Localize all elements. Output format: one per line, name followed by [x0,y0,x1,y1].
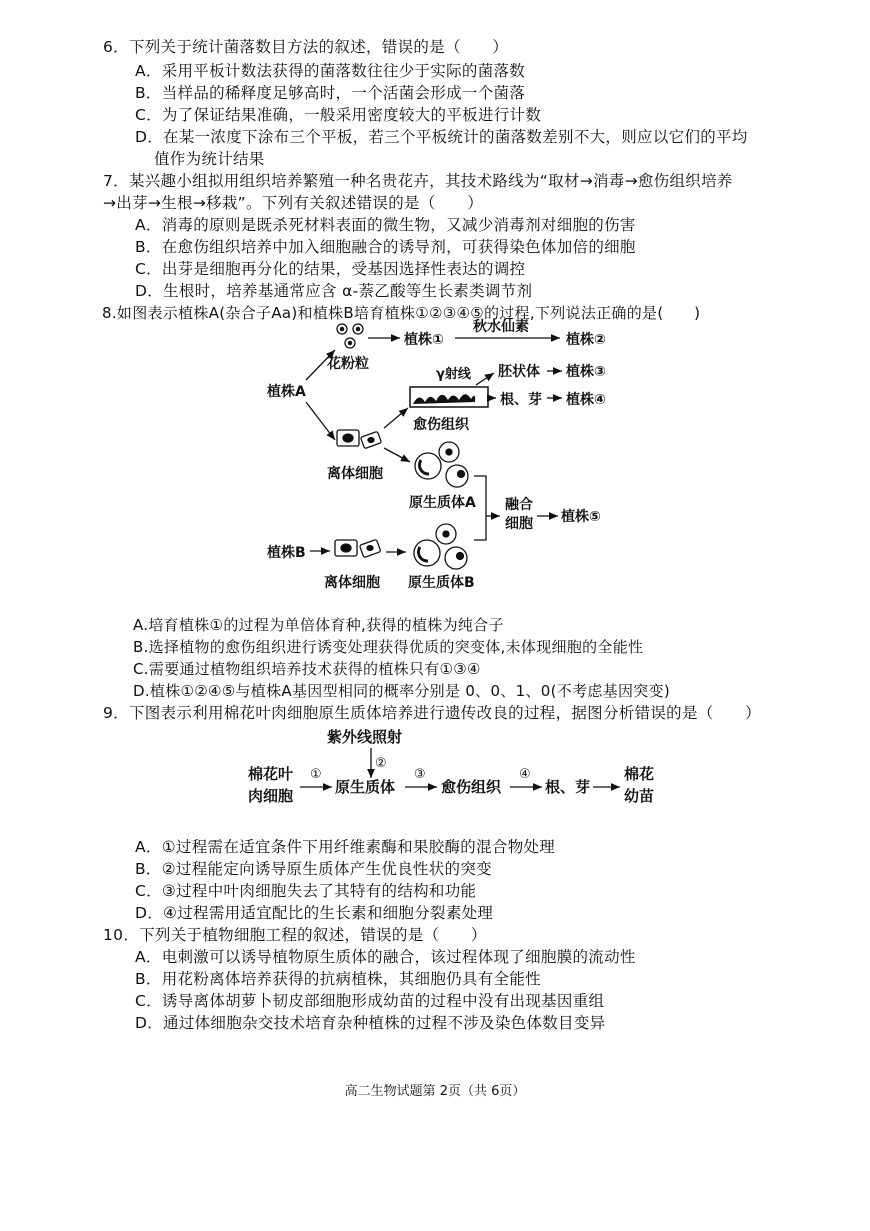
q8-option-a: A.培育植株①的过程为单倍体育种,获得的植株为纯合子 [133,616,504,634]
q6-stem: 6．下列关于统计菌落数目方法的叙述，错误的是（ ） [103,38,509,56]
label-seedling-1: 棉花 [624,765,655,783]
protoplast-a-icon [415,442,468,487]
page-footer: 高二生物试题第 2页（共 6页） [344,1084,526,1099]
label-pollen: 花粉粒 [327,356,369,372]
pollen-grain-icon [337,324,363,348]
label-seedling-2: 幼苗 [624,787,655,805]
q7-option-c: C．出芽是细胞再分化的结果，受基因选择性表达的调控 [135,260,526,278]
q9-option-d: D．④过程需用适宜配比的生长素和细胞分裂素处理 [135,904,494,922]
label-fused-1: 融合 [505,497,533,513]
q7-option-d: D．生根时，培养基通常应含 α-萘乙酸等生长素类调节剂 [135,282,533,300]
q6-option-d-cont: 值作为统计结果 [154,150,265,168]
arrow-cells-to-callus [384,408,408,428]
label-fused-2: 细胞 [505,516,533,532]
label-root-bud-9: 根、芽 [545,778,591,796]
label-step-1: ① [310,767,322,782]
label-callus: 愈伤组织 [413,417,469,433]
q7-stem-cont: →出芽→生根→移栽”。下列有关叙述错误的是（ ） [103,194,483,212]
q6-option-b: B．当样品的稀释度足够高时，一个活菌会形成一个菌落 [135,84,526,102]
label-protoplast: 原生质体 [335,778,396,796]
q10-option-c: C．诱导离体胡萝卜韧皮部细胞形成幼苗的过程中没有出现基因重组 [135,992,605,1010]
q6-option-a: A．采用平板计数法获得的菌落数往往少于实际的菌落数 [135,62,526,80]
label-plant-4: 植株④ [566,392,606,408]
q7-option-b: B．在愈伤组织培养中加入细胞融合的诱导剂，可获得染色体加倍的细胞 [135,238,636,256]
callus-icon [410,387,488,407]
q10-option-d: D．通过体细胞杂交技术培育杂种植株的过程不涉及染色体数目变异 [135,1014,606,1032]
label-step-2: ② [375,756,387,771]
q10-option-a: A．电刺激可以诱导植物原生质体的融合，该过程体现了细胞膜的流动性 [135,948,636,966]
label-colchicine: 秋水仙素 [473,319,529,335]
q8-option-b: B.选择植物的愈伤组织进行诱变处理获得优质的突变体,未体现细胞的全能性 [133,638,644,656]
q10-option-b: B．用花粉离体培养获得的抗病植株，其细胞仍具有全能性 [135,970,541,988]
q10-stem: 10．下列关于植物细胞工程的叙述，错误的是（ ） [103,926,487,944]
isolated-cells-b-icon [335,539,381,557]
label-plant-2: 植株② [566,332,606,348]
q7-option-a: A．消毒的原则是既杀死材料表面的微生物，又减少消毒剂对细胞的伤害 [135,216,636,234]
label-plant-5: 植株⑤ [561,509,601,525]
label-isolated-cells-b: 离体细胞 [324,575,380,591]
q6-option-c: C．为了保证结果准确，一般采用密度较大的平板进行计数 [135,106,542,124]
label-plant-3: 植株③ [566,364,606,380]
label-plant-1: 植株① [404,332,444,348]
arrow-a-to-cells [306,402,335,440]
label-uv: 紫外线照射 [327,728,403,746]
protoplast-b-icon [414,524,467,569]
label-plant-a: 植株A [267,384,306,400]
label-protoplast-a: 原生质体A [409,495,476,511]
label-protoplast-b: 原生质体B [408,575,475,591]
label-gamma-ray: γ射线 [436,367,471,382]
q8-stem: 8.如图表示植株A(杂合子Aa)和植株B培育植株①②③④⑤的过程,下列说法正确的是( ) [102,304,701,322]
q7-stem: 7．某兴趣小组拟用组织培养繁殖一种名贵花卉，其技术路线为“取材→消毒→愈伤组织培养 [103,172,733,190]
q9-stem: 9．下图表示利用棉花叶肉细胞原生质体培养进行遗传改良的过程，据图分析错误的是（ ） [103,704,761,722]
q9-diagram [0,720,870,820]
q6-option-d: D．在某一浓度下涂布三个平板，若三个平板统计的菌落数差别不大，则应以它们的平均 [135,128,748,146]
arrow-callus-to-embryoid [476,373,494,385]
q9-option-c: C．③过程中叶肉细胞失去了其特有的结构和功能 [135,882,477,900]
label-root-bud: 根、芽 [500,392,542,408]
label-leaf-1: 棉花叶 [248,765,294,783]
label-step-4: ④ [519,767,531,782]
q8-option-c: C.需要通过植物组织培养技术获得的植株只有①③④ [133,660,481,678]
label-plant-b: 植株B [267,545,306,561]
q9-option-a: A．①过程需在适宜条件下用纤维素酶和果胶酶的混合物处理 [135,838,556,856]
isolated-cells-a-icon [337,430,382,449]
label-step-3: ③ [414,767,426,782]
arrow-cells-to-protoplast-a [384,448,410,462]
q9-option-b: B．②过程能定向诱导原生质体产生优良性状的突变 [135,860,492,878]
q8-option-d: D.植株①②④⑤与植株A基因型相同的概率分别是 0、0、1、0(不考虑基因突变) [133,682,671,700]
label-isolated-cells-a: 离体细胞 [327,466,383,482]
label-embryoid: 胚状体 [498,364,540,380]
label-leaf-2: 肉细胞 [248,787,294,805]
label-callus-9: 愈伤组织 [441,778,502,796]
